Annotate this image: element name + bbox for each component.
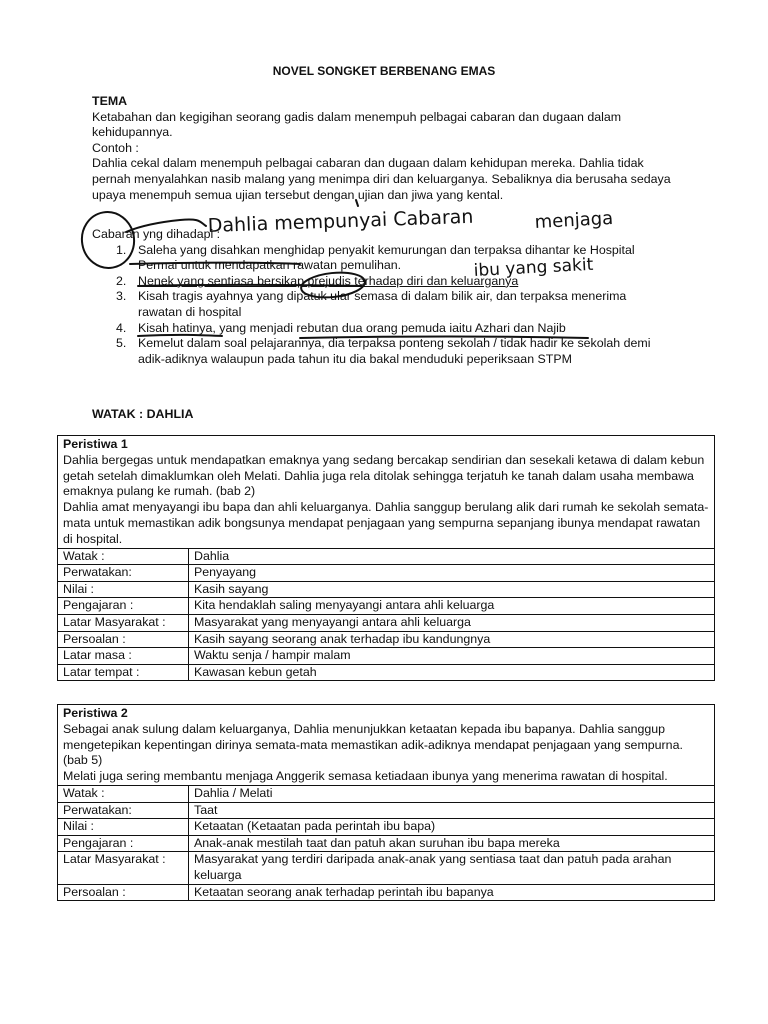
table-row: Pengajaran : Kita hendaklah saling menyayangi antara ahli keluarga bbox=[58, 598, 714, 615]
tema-section bbox=[92, 94, 682, 203]
peristiwa-2-para-1: Sebagai anak sulung dalam keluarganya, Dahlia menunjukkan ketaatan kepada ibu bapanya. Dahlia sanggup mengetepikan kepentingan dirinya semata-mata memastikan adik-adiknya mendapat penjagaan yang sempurna. (bab 5) bbox=[63, 721, 683, 768]
peristiwa-1-table bbox=[58, 548, 714, 681]
cabaran-label: Cabaran yng dihadapi : bbox=[92, 227, 221, 241]
peristiwa-1-para-2: Dahlia amat menyayangi ibu bapa dan ahli keluarganya. Dahlia sanggup berulang alik dari rumah ke sekolah semata-mata untuk memastikan adik bongsunya mendapat penjagaan yang sempurna sepanjang ibunya mendapat rawatan di hospital. bbox=[63, 500, 709, 546]
table-row: Watak : Dahlia / Melati bbox=[58, 785, 714, 802]
cabaran-list bbox=[92, 243, 672, 368]
cabaran-section bbox=[92, 227, 672, 367]
table-row: Nilai : Ketaatan (Ketaatan pada perintah ibu bapa) bbox=[58, 819, 714, 836]
peristiwa-2-para-2: Melati juga sering membantu menjaga Anggerik semasa ketiadaan ibunya yang menerima rawatan di hospital. bbox=[63, 769, 668, 784]
peristiwa-2-table bbox=[58, 785, 714, 900]
peristiwa-2-heading: Peristiwa 2 bbox=[63, 706, 128, 720]
table-row: Persoalan : Ketaatan seorang anak terhadap perintah ibu bapanya bbox=[58, 884, 714, 900]
table-row: Perwatakan: Penyayang bbox=[58, 565, 714, 582]
table-row: Nilai : Kasih sayang bbox=[58, 581, 714, 598]
list-item: 4. Kisah hatinya, yang menjadi rebutan dua orang pemuda iaitu Azhari dan Najib bbox=[116, 320, 566, 335]
peristiwa-1-description bbox=[58, 436, 714, 548]
peristiwa-1-heading: Peristiwa 1 bbox=[63, 437, 128, 451]
peristiwa-1-para-1: Dahlia bergegas untuk mendapatkan emaknya yang sedang bercakap sendirian dan sesekali ketawa di dalam kebun getah setelah dimaklumkan oleh Melati. Dahlia juga rela ditolak sehingga terjatuh ke tanah dalam usaha membawa emaknya pulang ke rumah. (bab 2) bbox=[63, 452, 705, 499]
peristiwa-1-box bbox=[57, 435, 715, 681]
contoh-text: Dahlia cekal dalam menempuh pelbagai cabaran dan dugaan dalam kehidupan mereka. Dahlia tidak pernah menyalahkan nasib malang yang menimpa diri dan keluarganya. Sebaliknya dia berusaha sedaya upaya menempuh semua ujian tersebut dengan ujian dan jiwa yang kental. bbox=[92, 156, 671, 202]
table-row: Pengajaran : Anak-anak mestilah taat dan patuh akan suruhan ibu bapa mereka bbox=[58, 835, 714, 852]
list-item: 3. Kisah tragis ayahnya yang dipatuk ular semasa di dalam bilik air, dan terpaksa menerima rawatan di hospital bbox=[116, 289, 627, 319]
table-row: Latar tempat : Kawasan kebun getah bbox=[58, 664, 714, 680]
handwriting-line-2: ibu yang sakit bbox=[473, 254, 594, 281]
table-row: Persoalan : Kasih sayang seorang anak terhadap ibu kandungnya bbox=[58, 631, 714, 648]
tema-text: Ketabahan dan kegigihan seorang gadis dalam menempuh pelbagai cabaran dan dugaan dalam kehidupannya. bbox=[92, 109, 622, 140]
handwriting-line-1b: menjaga bbox=[534, 207, 614, 233]
peristiwa-2-description bbox=[58, 705, 714, 785]
table-row: Latar Masyarakat : Masyarakat yang terdiri daripada anak-anak yang sentiasa taat dan patuh pada arahan keluarga bbox=[58, 852, 714, 884]
table-row: Watak : Dahlia bbox=[58, 548, 714, 565]
table-row: Latar Masyarakat : Masyarakat yang menyayangi antara ahli keluarga bbox=[58, 614, 714, 631]
list-item: 2. Nenek yang sentiasa bersikap prejudis terhadap diri dan keluarganya bbox=[116, 273, 519, 288]
tema-heading: TEMA bbox=[92, 94, 128, 108]
table-row: Perwatakan: Taat bbox=[58, 802, 714, 819]
handwriting-line-1: Dahlia mempunyai Cabaran bbox=[207, 205, 474, 237]
watak-heading: WATAK : DAHLIA bbox=[92, 407, 194, 421]
contoh-label: Contoh : bbox=[92, 140, 139, 155]
list-item: 5. Kemelut dalam soal pelajarannya, dia terpaksa ponteng sekolah / tidak hadir ke sekolah demi adik-adiknya walaupun pada tahun itu dia bakal menduduki peperiksaan STPM bbox=[116, 336, 651, 366]
document-title: NOVEL SONGKET BERBENANG EMAS bbox=[272, 64, 496, 78]
table-row: Latar masa : Waktu senja / hampir malam bbox=[58, 648, 714, 665]
peristiwa-2-box bbox=[57, 704, 715, 901]
list-item: 1. Saleha yang disahkan menghidap penyakit kemurungan dan terpaksa dihantar ke Hospital Permai untuk mendapatkan rawatan pemulihan. bbox=[116, 242, 635, 273]
